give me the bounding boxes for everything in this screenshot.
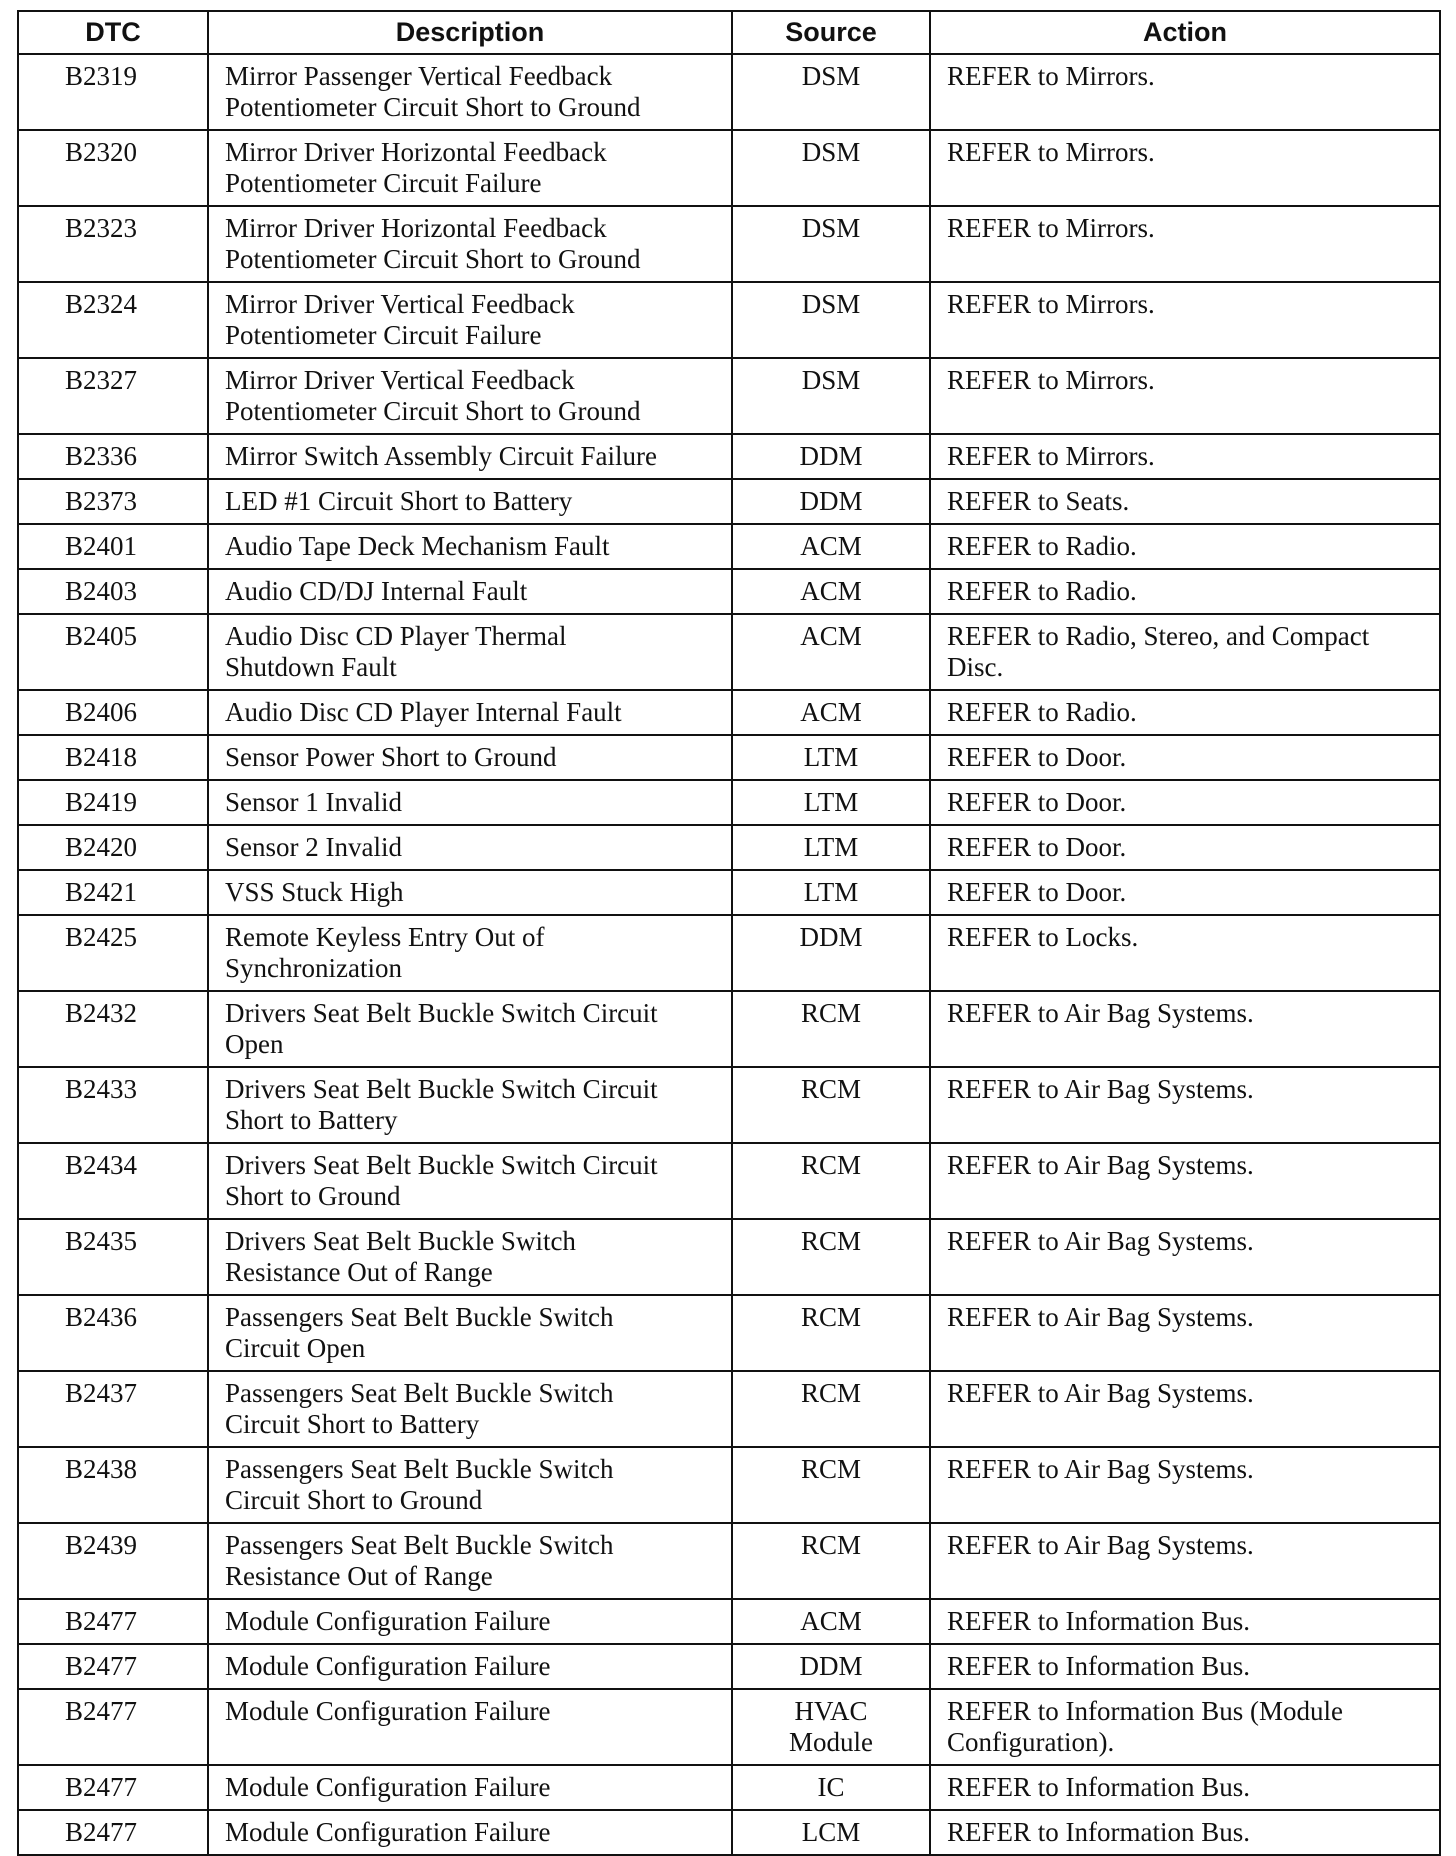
cell-dtc: B2433	[18, 1067, 208, 1143]
cell-action: REFER to Mirrors.	[930, 54, 1440, 130]
table-row	[18, 282, 1440, 358]
table-row	[18, 825, 1440, 870]
cell-action: REFER to Information Bus (Module Configuration).	[930, 1689, 1440, 1765]
cell-description: Passengers Seat Belt Buckle Switch Circuit Short to Ground	[208, 1447, 732, 1523]
cell-description: Module Configuration Failure	[208, 1689, 732, 1765]
cell-source: IC	[732, 1765, 930, 1810]
table-row	[18, 780, 1440, 825]
cell-description: Module Configuration Failure	[208, 1765, 732, 1810]
cell-description: VSS Stuck High	[208, 870, 732, 915]
cell-source: DDM	[732, 1644, 930, 1689]
cell-action: REFER to Information Bus.	[930, 1765, 1440, 1810]
table-row	[18, 130, 1440, 206]
cell-action: REFER to Radio.	[930, 690, 1440, 735]
cell-action: REFER to Air Bag Systems.	[930, 1295, 1440, 1371]
cell-dtc: B2327	[18, 358, 208, 434]
cell-action: REFER to Air Bag Systems.	[930, 1143, 1440, 1219]
cell-source: RCM	[732, 1447, 930, 1523]
cell-description: Remote Keyless Entry Out of Synchronization	[208, 915, 732, 991]
table-row	[18, 1765, 1440, 1810]
cell-action: REFER to Door.	[930, 870, 1440, 915]
header-dtc: DTC	[18, 11, 208, 54]
cell-dtc: B2373	[18, 479, 208, 524]
cell-source: DSM	[732, 358, 930, 434]
cell-source: LTM	[732, 735, 930, 780]
table-row	[18, 1599, 1440, 1644]
cell-source: ACM	[732, 690, 930, 735]
table-row	[18, 1447, 1440, 1523]
cell-dtc: B2437	[18, 1371, 208, 1447]
table-row	[18, 1644, 1440, 1689]
cell-dtc: B2477	[18, 1810, 208, 1855]
table-row	[18, 206, 1440, 282]
cell-source: DSM	[732, 54, 930, 130]
cell-description: Audio CD/DJ Internal Fault	[208, 569, 732, 614]
cell-action: REFER to Information Bus.	[930, 1599, 1440, 1644]
header-action: Action	[930, 11, 1440, 54]
cell-description: Module Configuration Failure	[208, 1599, 732, 1644]
cell-source: LTM	[732, 870, 930, 915]
cell-source: HVAC Module	[732, 1689, 930, 1765]
cell-source: RCM	[732, 991, 930, 1067]
cell-description: Audio Disc CD Player Internal Fault	[208, 690, 732, 735]
cell-dtc: B2438	[18, 1447, 208, 1523]
cell-description: Mirror Driver Horizontal Feedback Potentiometer Circuit Failure	[208, 130, 732, 206]
cell-action: REFER to Mirrors.	[930, 206, 1440, 282]
table-row	[18, 54, 1440, 130]
cell-dtc: B2435	[18, 1219, 208, 1295]
cell-dtc: B2421	[18, 870, 208, 915]
cell-dtc: B2420	[18, 825, 208, 870]
cell-description: Mirror Driver Horizontal Feedback Potentiometer Circuit Short to Ground	[208, 206, 732, 282]
cell-action: REFER to Mirrors.	[930, 434, 1440, 479]
table-row	[18, 1067, 1440, 1143]
cell-action: REFER to Mirrors.	[930, 358, 1440, 434]
cell-source: RCM	[732, 1295, 930, 1371]
cell-description: Passengers Seat Belt Buckle Switch Circuit Short to Battery	[208, 1371, 732, 1447]
table-row	[18, 1371, 1440, 1447]
cell-description: Sensor 1 Invalid	[208, 780, 732, 825]
cell-source: DDM	[732, 479, 930, 524]
cell-dtc: B2405	[18, 614, 208, 690]
table-row	[18, 569, 1440, 614]
cell-source: LTM	[732, 780, 930, 825]
table-row	[18, 524, 1440, 569]
table-row	[18, 1689, 1440, 1765]
cell-source: RCM	[732, 1371, 930, 1447]
table-header-row	[18, 11, 1440, 54]
cell-description: Audio Tape Deck Mechanism Fault	[208, 524, 732, 569]
cell-source: DDM	[732, 915, 930, 991]
table-row	[18, 1295, 1440, 1371]
cell-dtc: B2477	[18, 1599, 208, 1644]
cell-action: REFER to Air Bag Systems.	[930, 991, 1440, 1067]
cell-source: DSM	[732, 130, 930, 206]
cell-description: Module Configuration Failure	[208, 1810, 732, 1855]
cell-dtc: B2319	[18, 54, 208, 130]
cell-source: RCM	[732, 1523, 930, 1599]
cell-dtc: B2323	[18, 206, 208, 282]
cell-action: REFER to Radio.	[930, 569, 1440, 614]
cell-action: REFER to Air Bag Systems.	[930, 1067, 1440, 1143]
cell-source: RCM	[732, 1067, 930, 1143]
document-page	[17, 10, 1439, 1856]
header-source: Source	[732, 11, 930, 54]
table-row	[18, 1523, 1440, 1599]
cell-action: REFER to Air Bag Systems.	[930, 1219, 1440, 1295]
cell-action: REFER to Door.	[930, 780, 1440, 825]
table-row	[18, 690, 1440, 735]
cell-action: REFER to Door.	[930, 825, 1440, 870]
table-row	[18, 434, 1440, 479]
cell-description: Sensor Power Short to Ground	[208, 735, 732, 780]
cell-action: REFER to Radio.	[930, 524, 1440, 569]
cell-source: LTM	[732, 825, 930, 870]
cell-source: RCM	[732, 1143, 930, 1219]
cell-action: REFER to Air Bag Systems.	[930, 1447, 1440, 1523]
table-row	[18, 614, 1440, 690]
cell-description: Passengers Seat Belt Buckle Switch Circuit Open	[208, 1295, 732, 1371]
cell-action: REFER to Door.	[930, 735, 1440, 780]
cell-source: RCM	[732, 1219, 930, 1295]
cell-action: REFER to Locks.	[930, 915, 1440, 991]
cell-description: Mirror Driver Vertical Feedback Potentiometer Circuit Failure	[208, 282, 732, 358]
cell-source: ACM	[732, 614, 930, 690]
cell-dtc: B2436	[18, 1295, 208, 1371]
cell-description: Drivers Seat Belt Buckle Switch Circuit Short to Battery	[208, 1067, 732, 1143]
cell-action: REFER to Radio, Stereo, and Compact Disc.	[930, 614, 1440, 690]
cell-dtc: B2477	[18, 1644, 208, 1689]
cell-dtc: B2419	[18, 780, 208, 825]
table-row	[18, 1143, 1440, 1219]
cell-dtc: B2439	[18, 1523, 208, 1599]
cell-action: REFER to Information Bus.	[930, 1644, 1440, 1689]
cell-action: REFER to Mirrors.	[930, 282, 1440, 358]
cell-description: Module Configuration Failure	[208, 1644, 732, 1689]
cell-dtc: B2324	[18, 282, 208, 358]
cell-dtc: B2477	[18, 1765, 208, 1810]
cell-dtc: B2425	[18, 915, 208, 991]
table-row	[18, 1810, 1440, 1855]
cell-source: ACM	[732, 569, 930, 614]
table-row	[18, 735, 1440, 780]
cell-action: REFER to Air Bag Systems.	[930, 1371, 1440, 1447]
dtc-table	[17, 10, 1441, 1856]
table-row	[18, 1219, 1440, 1295]
cell-description: Drivers Seat Belt Buckle Switch Resistance Out of Range	[208, 1219, 732, 1295]
table-row	[18, 358, 1440, 434]
cell-description: Audio Disc CD Player Thermal Shutdown Fault	[208, 614, 732, 690]
cell-description: Mirror Switch Assembly Circuit Failure	[208, 434, 732, 479]
cell-dtc: B2432	[18, 991, 208, 1067]
cell-source: DSM	[732, 282, 930, 358]
cell-description: LED #1 Circuit Short to Battery	[208, 479, 732, 524]
cell-dtc: B2320	[18, 130, 208, 206]
cell-dtc: B2336	[18, 434, 208, 479]
cell-source: ACM	[732, 524, 930, 569]
cell-dtc: B2403	[18, 569, 208, 614]
cell-action: REFER to Mirrors.	[930, 130, 1440, 206]
table-row	[18, 870, 1440, 915]
table-row	[18, 915, 1440, 991]
cell-description: Mirror Driver Vertical Feedback Potentiometer Circuit Short to Ground	[208, 358, 732, 434]
cell-description: Sensor 2 Invalid	[208, 825, 732, 870]
cell-action: REFER to Seats.	[930, 479, 1440, 524]
cell-source: ACM	[732, 1599, 930, 1644]
cell-dtc: B2418	[18, 735, 208, 780]
cell-action: REFER to Information Bus.	[930, 1810, 1440, 1855]
cell-action: REFER to Air Bag Systems.	[930, 1523, 1440, 1599]
table-row	[18, 991, 1440, 1067]
cell-source: DSM	[732, 206, 930, 282]
header-description: Description	[208, 11, 732, 54]
cell-dtc: B2434	[18, 1143, 208, 1219]
table-row	[18, 479, 1440, 524]
cell-dtc: B2477	[18, 1689, 208, 1765]
cell-dtc: B2401	[18, 524, 208, 569]
cell-source: DDM	[732, 434, 930, 479]
cell-source: LCM	[732, 1810, 930, 1855]
cell-description: Drivers Seat Belt Buckle Switch Circuit Short to Ground	[208, 1143, 732, 1219]
cell-description: Mirror Passenger Vertical Feedback Potentiometer Circuit Short to Ground	[208, 54, 732, 130]
cell-dtc: B2406	[18, 690, 208, 735]
cell-description: Drivers Seat Belt Buckle Switch Circuit Open	[208, 991, 732, 1067]
cell-description: Passengers Seat Belt Buckle Switch Resistance Out of Range	[208, 1523, 732, 1599]
